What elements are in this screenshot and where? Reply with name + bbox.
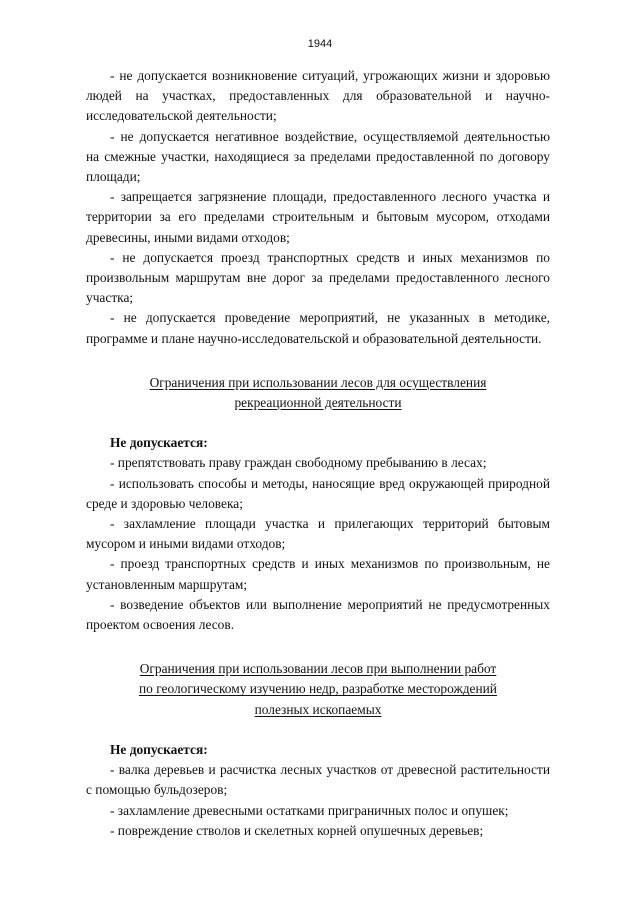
section-item: - захламление площади участка и прилегающих территорий бытовым мусором и иными видами отходов; [86,516,550,552]
section-title-line: полезных ископаемых [254,701,382,717]
intro-item: - не допускается проезд транспортных средств и иных механизмов по произвольным маршрутам вне дорог за пределами предоставленного лесного участка; [86,249,550,306]
section-item: - возведение объектов или выполнение мероприятий не предусмотренных проектом освоения лесов. [86,596,550,633]
section-title-geology [86,659,550,720]
section-item: - использовать способы и методы, наносящие вред окружающей природной среде и здоровью человека; [86,475,550,511]
intro-item: - не допускается негативное воздействие, осуществляемой деятельностью на смежные участки, находящиеся за пределами предоставленной по договору площади; [86,128,550,185]
section-title-line: Ограничения при использовании лесов при выполнении работ [139,661,497,677]
section-title-recreation [86,373,550,413]
page-number: 1944 [307,38,333,50]
section-heading: Не допускается: [110,435,208,451]
section-item: - препятствовать праву граждан свободному пребыванию в лесах; [110,455,487,471]
intro-item: - запрещается загрязнение площади, предоставленного лесного участка и территории за его пределами строительным и бытовым мусором, отходами древесины, иными видами отходов; [86,189,550,245]
section-title-line: рекреационной деятельности [234,395,402,411]
intro-item: - не допускается проведение мероприятий, не указанных в методике, программе и плане научно-исследовательской и образовательной деятельности. [86,310,550,346]
section-title-line: Ограничения при использовании лесов для осуществления [149,374,487,390]
document-body [86,66,550,841]
intro-item: - не допускается возникновение ситуаций, угрожающих жизни и здоровью людей на участках, предоставленных для образовательной и научно-исследовательской деятельности; [86,68,550,124]
section-item: - валка деревьев и расчистка лесных участков от древесной растительности с помощью бульдозеров; [86,762,550,798]
section-title-line: по геологическому изучению недр, разработке месторождений [139,681,497,697]
section-item: - проезд транспортных средств и иных механизмов по произвольным, не установленным маршрутам; [86,556,550,592]
section-item: - захламление древесными остатками приграничных полос и опушек; [110,802,509,818]
section-item: - повреждение стволов и скелетных корней опушечных деревьев; [110,822,484,838]
section-heading: Не допускается: [110,741,208,757]
